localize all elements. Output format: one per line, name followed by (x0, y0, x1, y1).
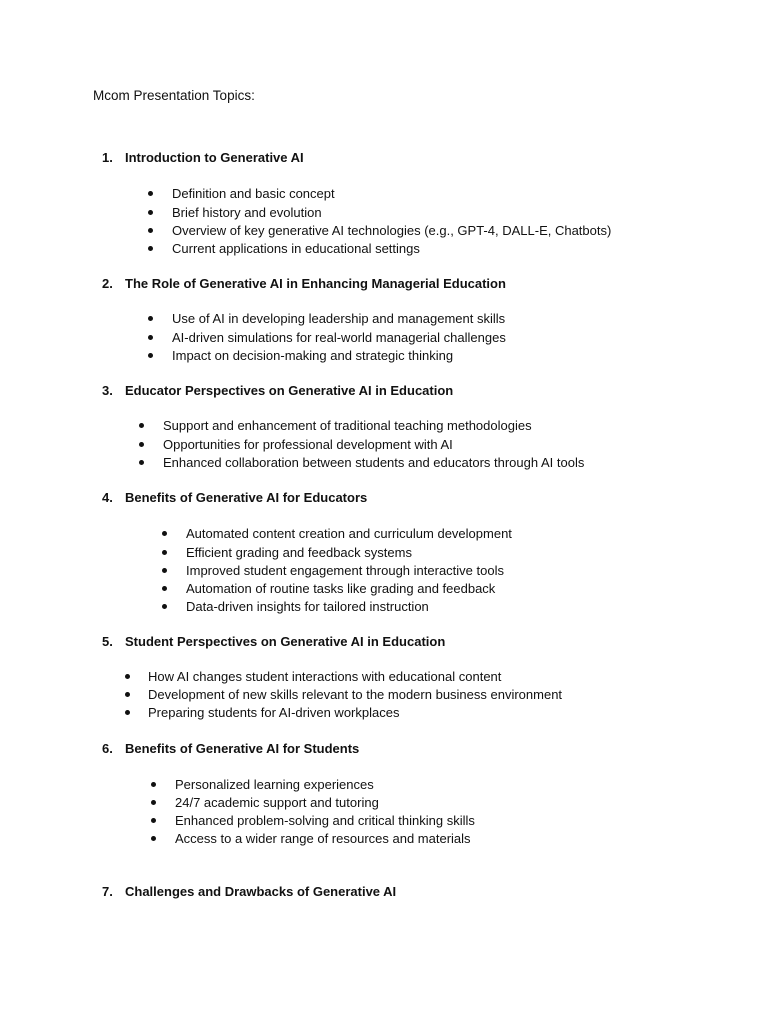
bullet-icon (125, 710, 130, 715)
section-heading (102, 884, 396, 899)
section-number: 1. (102, 150, 113, 165)
section-number: 5. (102, 634, 113, 649)
bullet-icon (162, 568, 167, 573)
bullet-icon (125, 674, 130, 679)
bullet-text: Development of new skills relevant to the modern business environment (148, 687, 563, 702)
section-number: 6. (102, 741, 113, 756)
bullet-text: Definition and basic concept (172, 186, 335, 201)
section-number: 4. (102, 490, 113, 505)
bullet-icon (148, 246, 153, 251)
section-title: Introduction to Generative AI (125, 150, 304, 165)
bullet-icon (139, 423, 144, 428)
bullet-icon (148, 228, 153, 233)
bullet-text: Impact on decision-making and strategic thinking (172, 348, 454, 363)
bullet-text: Efficient grading and feedback systems (186, 545, 412, 560)
section-heading (102, 634, 445, 649)
bullet-text: Improved student engagement through interactive tools (186, 563, 504, 578)
bullet-text: Access to a wider range of resources and materials (175, 831, 471, 846)
section-title: Benefits of Generative AI for Educators (125, 490, 368, 505)
bullet-icon (148, 316, 153, 321)
bullet-icon (148, 335, 153, 340)
bullet-text: Data-driven insights for tailored instruction (186, 599, 429, 614)
bullet-text: AI-driven simulations for real-world managerial challenges (172, 330, 506, 345)
bullet-icon (151, 782, 156, 787)
bullet-icon (162, 586, 167, 591)
bullet-text: Automation of routine tasks like grading and feedback (186, 581, 496, 596)
bullet-text: Opportunities for professional development with AI (163, 437, 453, 452)
bullet-text: Automated content creation and curriculum development (186, 526, 512, 541)
bullet-icon (148, 210, 153, 215)
bullet-text: Brief history and evolution (172, 205, 322, 220)
section-heading (102, 383, 453, 398)
bullet-text: Enhanced collaboration between students and educators through AI tools (163, 455, 585, 470)
section-heading (102, 741, 359, 756)
bullet-text: Current applications in educational settings (172, 241, 420, 256)
bullet-icon (125, 692, 130, 697)
bullet-text: How AI changes student interactions with educational content (148, 669, 502, 684)
bullet-text: Overview of key generative AI technologies (e.g., GPT-4, DALL-E, Chatbots) (172, 223, 612, 238)
bullet-text: 24/7 academic support and tutoring (175, 795, 379, 810)
bullet-icon (139, 460, 144, 465)
section-number: 2. (102, 276, 113, 291)
bullet-icon (151, 818, 156, 823)
bullet-text: Personalized learning experiences (175, 777, 374, 792)
bullet-text: Preparing students for AI-driven workplaces (148, 705, 400, 720)
bullet-text: Support and enhancement of traditional teaching methodologies (163, 418, 532, 433)
section-number: 3. (102, 383, 113, 398)
section-title: Student Perspectives on Generative AI in Education (125, 634, 446, 649)
section-number: 7. (102, 884, 113, 899)
section-heading (102, 276, 506, 291)
section-heading (102, 490, 367, 505)
bullet-icon (162, 550, 167, 555)
bullet-text: Enhanced problem-solving and critical thinking skills (175, 813, 475, 828)
page-title: Mcom Presentation Topics: (93, 88, 255, 103)
bullet-icon (151, 800, 156, 805)
bullet-icon (162, 604, 167, 609)
section-title: Challenges and Drawbacks of Generative AI (125, 884, 397, 899)
section-title: Benefits of Generative AI for Students (125, 741, 360, 756)
bullet-text: Use of AI in developing leadership and management skills (172, 311, 506, 326)
bullet-icon (151, 836, 156, 841)
section-heading (102, 150, 304, 165)
bullet-icon (148, 191, 153, 196)
section-title: Educator Perspectives on Generative AI in Education (125, 383, 454, 398)
section-title: The Role of Generative AI in Enhancing Managerial Education (125, 276, 506, 291)
bullet-icon (139, 442, 144, 447)
bullet-icon (162, 531, 167, 536)
bullet-icon (148, 353, 153, 358)
